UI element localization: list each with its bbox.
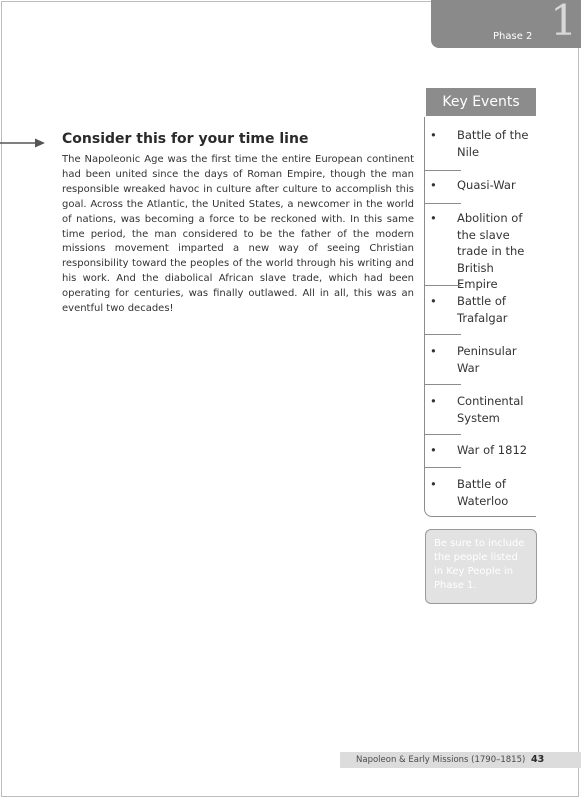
event-divider (425, 285, 461, 286)
note-box: Be sure to include the people listed in Key People in Phase 1. (425, 529, 537, 604)
event-divider (425, 203, 461, 204)
bullet-icon: • (430, 128, 437, 142)
section-body-text: The Napoleonic Age was the first time the entire European continent had been united since the days of Roman Empire, though the man responsible wreaked havoc in culture after culture to accomplish this goal. Across the Atlantic, the United States, a newcomer in the world of nations, was becoming a force to be reckoned with. In this same time period, the man considered to be the father of the modern missions movement imparted a new way of seeing Christian responsibility toward the peoples of the world through his writing and his work. And the diabolical African slave trade, which had been operating for centuries, was finally outlawed. All in all, this was an eventful two decades! (62, 154, 414, 315)
key-events-list (424, 117, 536, 517)
key-events-title: Key Events (426, 88, 536, 116)
bullet-icon: • (430, 294, 437, 308)
bullet-icon: • (430, 178, 437, 192)
section-heading: Consider this for your time line (62, 131, 309, 147)
footer-title: Napoleon & Early Missions (1790–1815) (356, 755, 526, 765)
event-divider (425, 434, 461, 435)
event-label: Continental System (457, 394, 524, 425)
bullet-icon: • (430, 344, 437, 358)
event-label: Battle of Waterloo (457, 477, 509, 508)
event-label: Battle of the Nile (457, 128, 529, 159)
event-label: Battle of Trafalgar (457, 294, 508, 325)
phase-tab (431, 0, 581, 48)
event-divider (425, 467, 461, 468)
bullet-icon: • (430, 477, 437, 491)
bullet-icon: • (430, 443, 437, 457)
bullet-icon: • (430, 394, 437, 408)
event-label: Quasi-War (457, 178, 516, 192)
phase-label: Phase 2 (493, 31, 533, 42)
event-divider (425, 334, 461, 335)
phase-number: 1 (550, 0, 577, 45)
event-divider (425, 384, 461, 385)
event-label: War of 1812 (457, 443, 528, 457)
arrow-right-icon (0, 137, 46, 149)
event-divider (425, 170, 461, 171)
event-label: Peninsular War (457, 344, 517, 375)
page-number: 43 (531, 754, 545, 765)
event-label: Abolition of the slave trade in the British Empire (457, 211, 525, 291)
bullet-icon: • (430, 211, 437, 225)
